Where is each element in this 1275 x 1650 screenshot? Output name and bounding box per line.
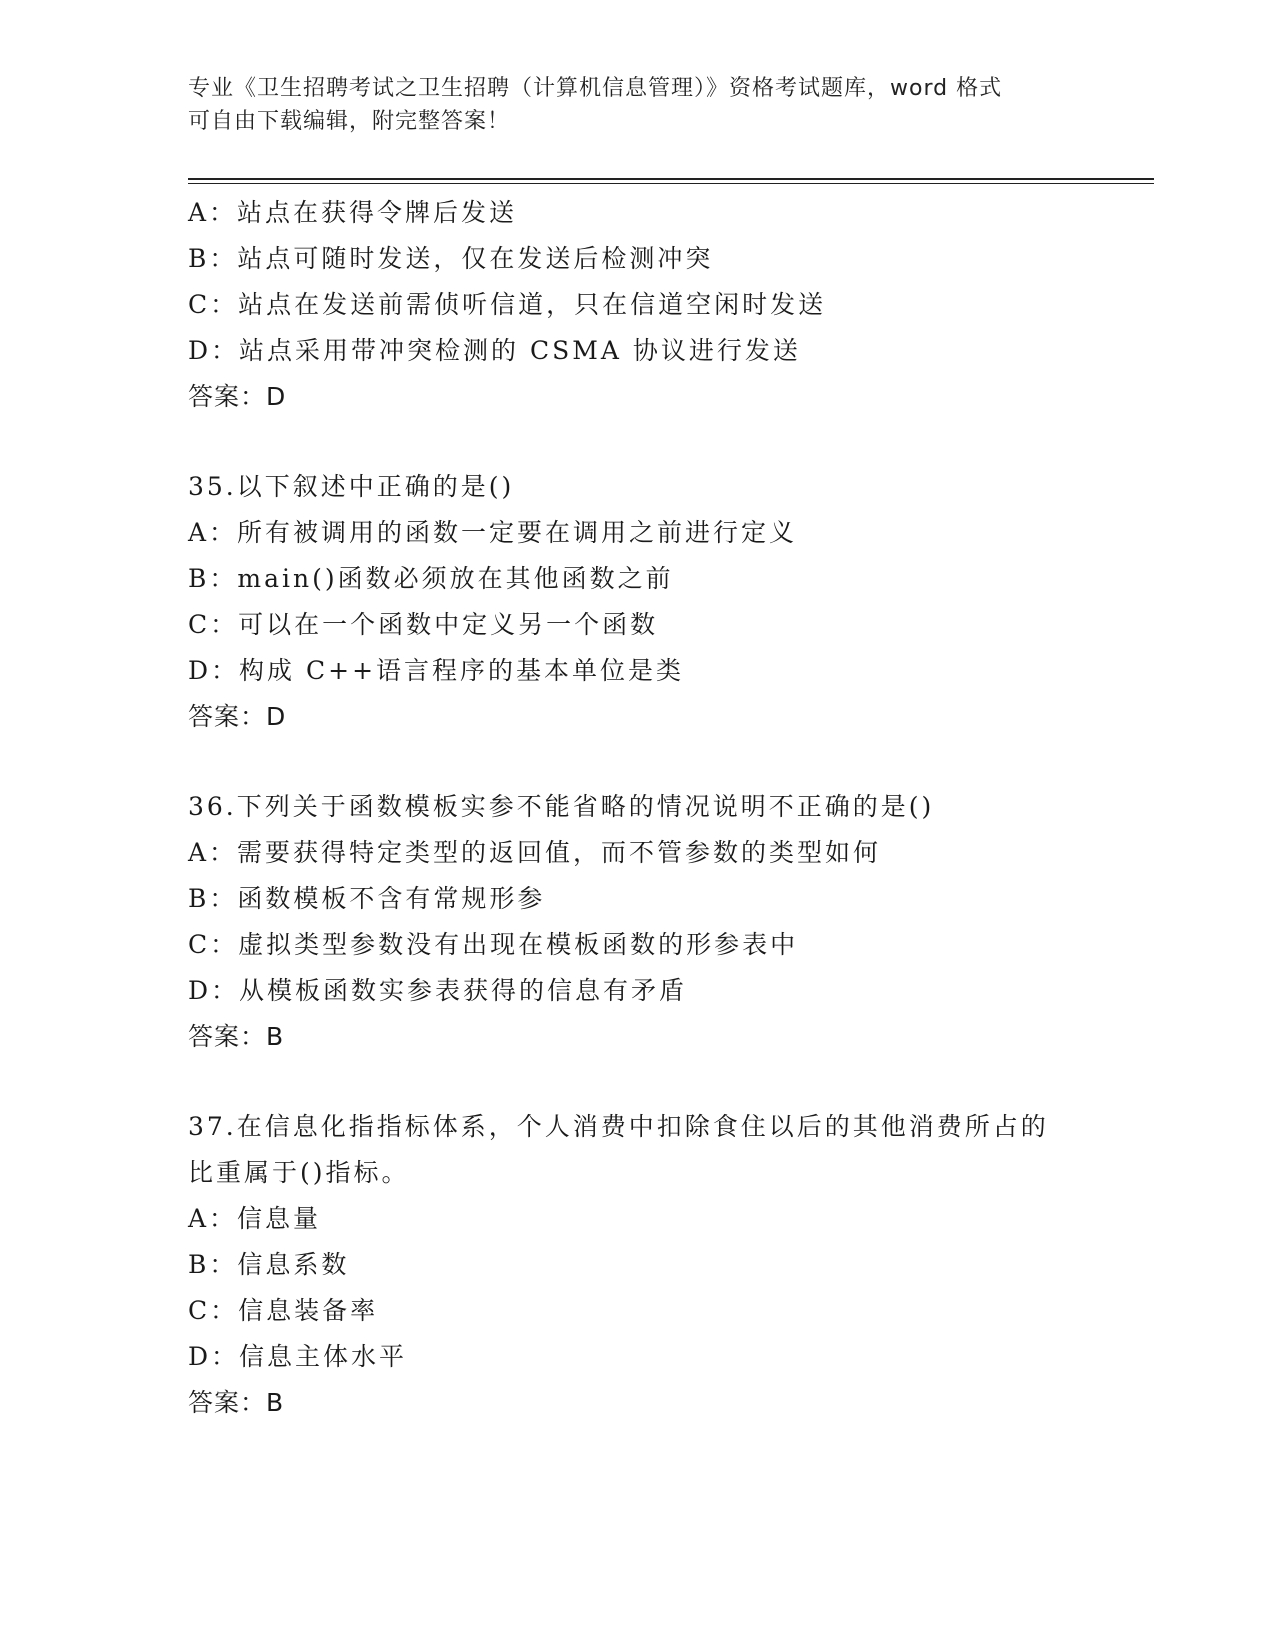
answer: 答案：D [188, 382, 287, 411]
option-a: A：所有被调用的函数一定要在调用之前进行定义 [188, 518, 798, 547]
option-c: C：站点在发送前需侦听信道，只在信道空闲时发送 [188, 290, 827, 319]
question-text: 35.以下叙述中正确的是() [188, 472, 515, 501]
header-line-1: 专业《卫生招聘考试之卫生招聘（计算机信息管理）》资格考试题库，word 格式 [188, 76, 1003, 101]
option-d: D：从模板函数实参表获得的信息有矛盾 [188, 976, 688, 1005]
option-c: C：可以在一个函数中定义另一个函数 [188, 610, 659, 639]
header-divider-thin [188, 183, 1154, 184]
option-b: B：main()函数必须放在其他函数之前 [188, 564, 674, 593]
option-a: A：信息量 [188, 1204, 322, 1233]
header-divider-thick [188, 178, 1154, 180]
option-a: A：站点在获得令牌后发送 [188, 198, 518, 227]
question-35 [188, 464, 1088, 740]
option-d: D：信息主体水平 [188, 1342, 408, 1371]
question-text-line-2: 比重属于()指标。 [188, 1158, 410, 1187]
option-b: B：函数模板不含有常规形参 [188, 884, 546, 913]
header-line-2: 可自由下载编辑，附完整答案！ [188, 109, 511, 134]
option-b: B：站点可随时发送，仅在发送后检测冲突 [188, 244, 714, 273]
option-c: C：虚拟类型参数没有出现在模板函数的形参表中 [188, 930, 799, 959]
question-text-line-1: 37.在信息化指指标体系，个人消费中扣除食住以后的其他消费所占的 [188, 1112, 1049, 1141]
answer: 答案：B [188, 1388, 285, 1417]
option-d: D：构成 C++语言程序的基本单位是类 [188, 656, 685, 685]
question-37 [188, 1104, 1088, 1426]
option-b: B：信息系数 [188, 1250, 350, 1279]
document-header [188, 72, 1088, 138]
answer: 答案：D [188, 702, 287, 731]
question-36 [188, 784, 1088, 1060]
answer: 答案：B [188, 1022, 285, 1051]
question-34 [188, 190, 1088, 420]
option-d: D：站点采用带冲突检测的 CSMA 协议进行发送 [188, 336, 801, 365]
question-list [188, 190, 1088, 1426]
option-c: C：信息装备率 [188, 1296, 379, 1325]
option-a: A：需要获得特定类型的返回值，而不管参数的类型如何 [188, 838, 882, 867]
question-text: 36.下列关于函数模板实参不能省略的情况说明不正确的是() [188, 792, 935, 821]
